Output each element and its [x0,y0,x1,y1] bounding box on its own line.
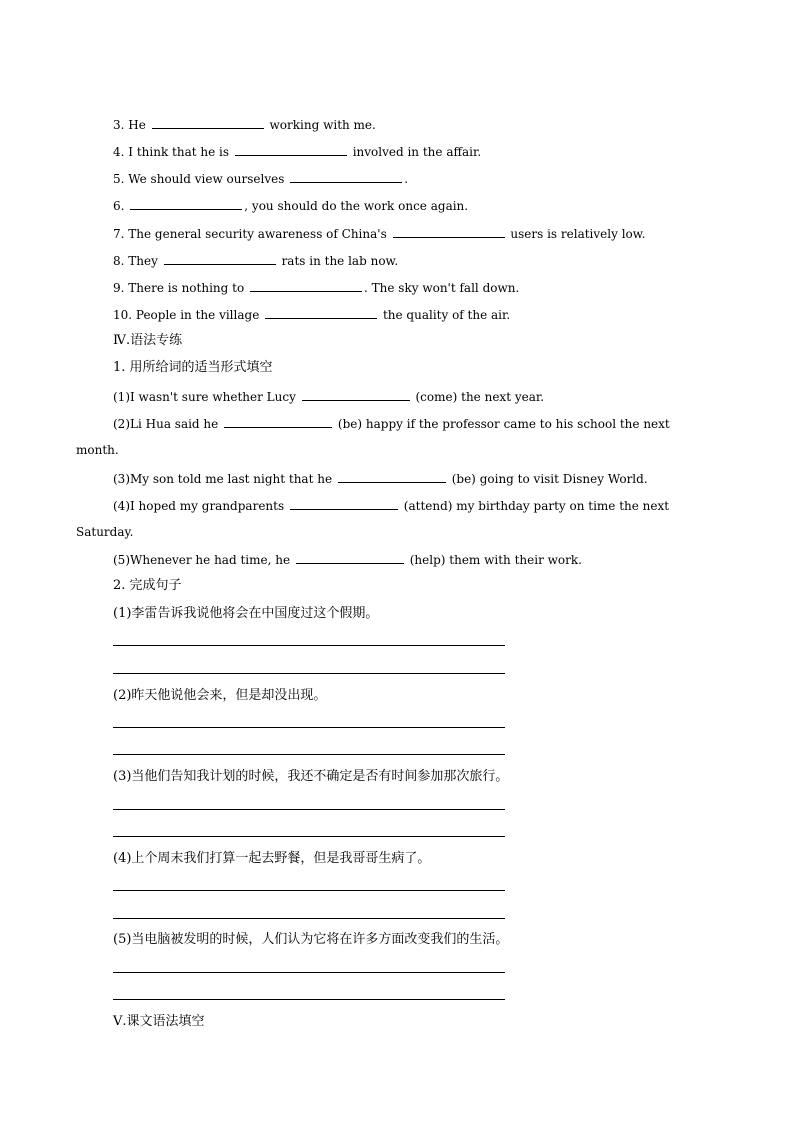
answer-blank[interactable] [152,116,264,129]
answer-blank[interactable] [250,279,362,292]
translate-prompt: (1)李雷告诉我说他将会在中国度过这个假期。 [113,606,379,621]
answer-line[interactable] [113,890,505,891]
answer-line[interactable] [113,809,505,810]
item-text-after: involved in the affair. [352,145,482,159]
fill-item [113,306,510,323]
fill-item [113,170,408,187]
item-number: 9. [113,281,125,295]
fill-item [113,388,544,405]
translate-prompt: (2)昨天他说他会来，但是却没出现。 [113,688,327,703]
item-text-before: We should view ourselves [128,172,285,186]
section-title: Ⅴ.课文语法填空 [113,1014,205,1029]
item-number: (3) [113,472,130,486]
item-text-after: . The sky won't fall down. [364,281,520,295]
verb-hint: (help) [409,553,446,567]
item-text-before: Li Hua said he [130,417,219,431]
answer-blank[interactable] [302,388,410,401]
item-text-before: People in the village [135,308,260,322]
item-text-after: them with their work. [449,553,582,567]
item-text-before: They [128,254,158,268]
item-text-before: The general security awareness of China's [128,227,387,241]
item-text-after: users is relatively low. [510,227,646,241]
verb-hint: (come) [415,390,458,404]
item-number: (1) [113,390,130,404]
item-number: (2) [113,417,130,431]
answer-blank[interactable] [290,170,402,183]
item-text-after: . [404,172,409,186]
fill-item [113,415,670,432]
translate-prompt: (5)当电脑被发明的时候，人们认为它将在许多方面改变我们的生活。 [113,932,509,947]
section-title: Ⅳ.语法专练 [113,333,183,348]
item-continuation: Saturday. [76,525,134,539]
answer-line[interactable] [113,645,505,646]
verb-hint: (be) [451,472,476,486]
answer-line[interactable] [113,972,505,973]
item-text-after: going to visit Disney World. [479,472,648,486]
answer-blank[interactable] [338,470,446,483]
item-number: 3. [113,118,125,132]
item-text-before: He [128,118,146,132]
item-text-after: , you should do the work once again. [244,199,469,213]
item-text-before: I wasn't sure whether Lucy [130,390,296,404]
item-text-after: working with me. [269,118,376,132]
answer-line[interactable] [113,836,505,837]
item-text-after: the quality of the air. [382,308,511,322]
item-text-before: There is nothing to [128,281,245,295]
item-number: 6. [113,199,125,213]
verb-hint: (attend) [403,499,453,513]
verb-hint: (be) [337,417,363,431]
answer-line[interactable] [113,918,505,919]
item-number: 8. [113,254,125,268]
item-number: 5. [113,172,125,186]
translate-prompt: (4)上个周末我们打算一起去野餐，但是我哥哥生病了。 [113,851,431,866]
answer-blank[interactable] [235,143,347,156]
item-text-after: rats in the lab now. [281,254,399,268]
answer-line[interactable] [113,727,505,728]
fill-item [113,497,669,514]
answer-blank[interactable] [224,415,332,428]
item-number: (4) [113,499,130,513]
item-number: 10. [113,308,133,322]
item-text-before: Whenever he had time, he [130,553,291,567]
subsection-title: 2. 完成句子 [113,578,182,593]
item-number: 7. [113,227,125,241]
answer-line[interactable] [113,999,505,1000]
item-number: (5) [113,553,130,567]
answer-line[interactable] [113,754,505,755]
item-text-after: my birthday party on time the next [456,499,670,513]
answer-blank[interactable] [265,306,377,319]
fill-item [113,551,582,568]
fill-item [113,143,481,160]
answer-line[interactable] [113,673,505,674]
item-text-after: the next year. [461,390,545,404]
item-text-before: I hoped my grandparents [130,499,285,513]
fill-item [113,197,468,214]
translate-prompt: (3)当他们告知我计划的时候，我还不确定是否有时间参加那次旅行。 [113,769,509,784]
subsection-title: 1. 用所给词的适当形式填空 [113,360,273,375]
fill-item [113,279,519,296]
fill-item [113,225,645,242]
answer-blank[interactable] [290,497,398,510]
answer-blank[interactable] [164,252,276,265]
fill-item [113,470,648,487]
answer-blank[interactable] [130,197,242,210]
item-text-before: My son told me last night that he [130,472,333,486]
item-number: 4. [113,145,125,159]
item-text-before: I think that he is [128,145,230,159]
item-continuation: month. [76,443,119,457]
item-text-after: happy if the professor came to his school the next [365,417,670,431]
fill-item [113,116,376,133]
answer-blank[interactable] [393,225,505,238]
fill-item [113,252,398,269]
answer-blank[interactable] [296,551,404,564]
